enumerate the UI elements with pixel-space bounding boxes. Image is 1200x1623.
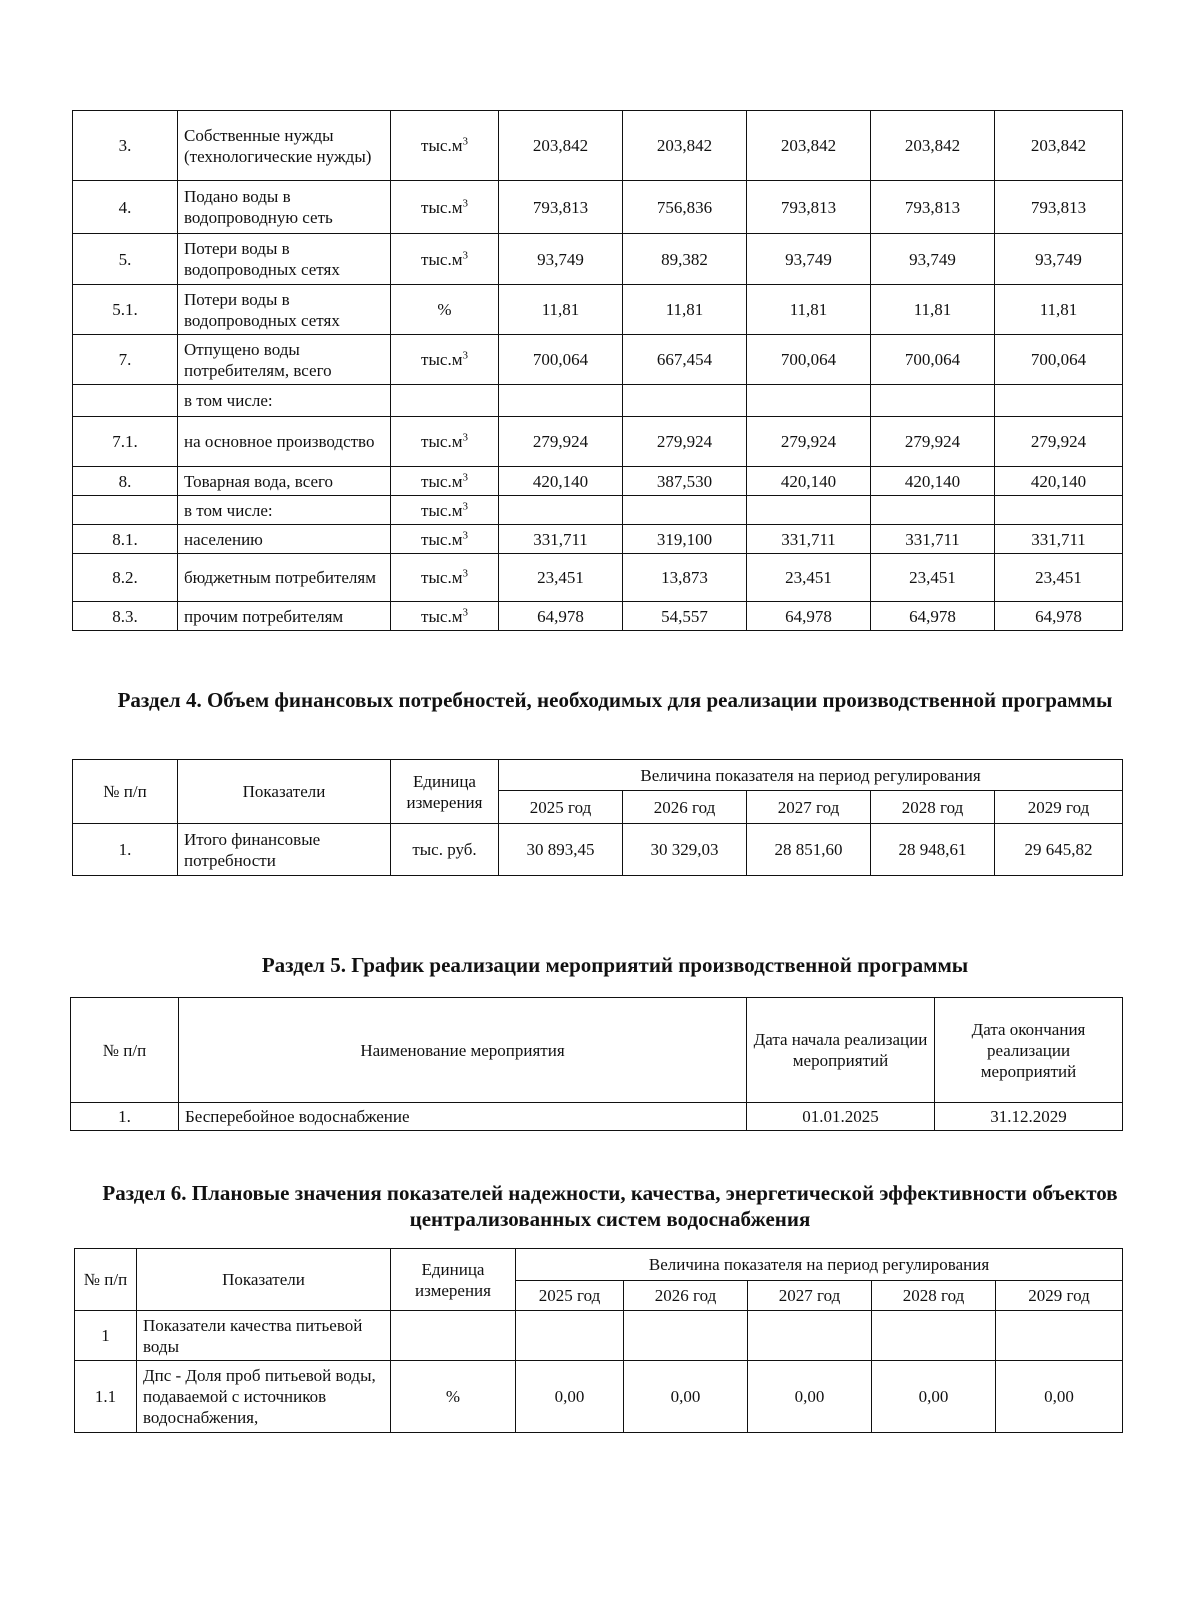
row-num: 7.1. (73, 417, 178, 467)
row-name: Товарная вода, всего (178, 467, 391, 496)
row-unit (391, 496, 499, 525)
value-2028: 420,140 (871, 467, 995, 496)
value-2026: 387,530 (623, 467, 747, 496)
row-name: Собственные нужды (технологические нужды) (178, 111, 391, 181)
section-5-title: Раздел 5. График реализации мероприятий производственной программы (261, 953, 969, 977)
value-2028: 203,842 (871, 111, 995, 181)
row-name: на основное производство (178, 417, 391, 467)
year-2026: 2026 год (623, 791, 747, 824)
value-2029: 23,451 (995, 554, 1123, 602)
value-2028: 700,064 (871, 335, 995, 385)
value-2026: 756,836 (623, 181, 747, 234)
unit-superscript: 3 (462, 499, 468, 512)
row-num: 1 (75, 1311, 137, 1361)
header-period: Величина показателя на период регулирования (499, 760, 1123, 791)
unit-text: тыс.м (421, 136, 463, 155)
value-2029: 11,81 (995, 285, 1123, 335)
value-2028: 93,749 (871, 234, 995, 285)
row-num (73, 496, 178, 525)
header-num: № п/п (75, 1249, 137, 1311)
row-unit (391, 467, 499, 496)
value-2028: 0,00 (872, 1361, 996, 1433)
table-row (73, 554, 1123, 602)
value-2029 (996, 1311, 1123, 1361)
row-num: 5. (73, 234, 178, 285)
row-num: 1.1 (75, 1361, 137, 1433)
row-unit (391, 181, 499, 234)
table-row (73, 234, 1123, 285)
value-2027: 700,064 (747, 335, 871, 385)
value-2026: 13,873 (623, 554, 747, 602)
value-2029: 29 645,82 (995, 824, 1123, 876)
value-2029: 0,00 (996, 1361, 1123, 1433)
row-num: 8. (73, 467, 178, 496)
value-2026 (623, 385, 747, 417)
row-unit (391, 111, 499, 181)
row-unit: % (391, 1361, 516, 1433)
row-name: прочим потребителям (178, 602, 391, 631)
value-2025: 0,00 (516, 1361, 624, 1433)
value-2025: 203,842 (499, 111, 623, 181)
row-unit (391, 285, 499, 335)
value-2026: 11,81 (623, 285, 747, 335)
value-2027: 420,140 (747, 467, 871, 496)
value-2025 (516, 1311, 624, 1361)
value-2027: 331,711 (747, 525, 871, 554)
unit-text: тыс.м (421, 568, 463, 587)
value-2025: 93,749 (499, 234, 623, 285)
unit-superscript: 3 (462, 528, 468, 541)
unit-text: тыс.м (421, 249, 463, 269)
value-2025: 11,81 (499, 285, 623, 335)
unit-text: % (437, 300, 452, 319)
value-2028: 279,924 (871, 417, 995, 467)
table-row (73, 496, 1123, 525)
unit-text: тыс.м (421, 471, 463, 491)
value-2026: 54,557 (623, 602, 747, 631)
year-2027: 2027 год (748, 1281, 872, 1311)
value-2029: 93,749 (995, 234, 1123, 285)
value-2029 (995, 385, 1123, 417)
row-unit (391, 417, 499, 467)
year-2029: 2029 год (996, 1281, 1123, 1311)
section-4-title: Раздел 4. Объем финансовых потребностей, необходимых для реализации производственной программы (117, 688, 1113, 712)
row-num: 5.1. (73, 285, 178, 335)
value-2028: 331,711 (871, 525, 995, 554)
row-name: бюджетным потребителям (178, 554, 391, 602)
value-2027: 93,749 (747, 234, 871, 285)
section-6-title: Раздел 6. Плановые значения показателей надежности, качества, энергетической эффективности объектов централизованных систем водоснабжения (102, 1181, 1118, 1231)
value-2025: 700,064 (499, 335, 623, 385)
value-2025: 279,924 (499, 417, 623, 467)
value-2028: 64,978 (871, 602, 995, 631)
production-indicators-body (73, 111, 1123, 631)
value-2029: 700,064 (995, 335, 1123, 385)
table-row (73, 417, 1123, 467)
unit-superscript: 3 (462, 431, 468, 444)
value-2027: 28 851,60 (747, 824, 871, 876)
header-num: № п/п (71, 998, 179, 1103)
schedule-table (70, 997, 1123, 1131)
value-2025: 331,711 (499, 525, 623, 554)
table-row (73, 285, 1123, 335)
value-2026: 0,00 (624, 1361, 748, 1433)
row-name: в том числе: (178, 385, 391, 417)
value-2029 (995, 496, 1123, 525)
unit-text: тыс.м (421, 197, 463, 217)
value-2025: 64,978 (499, 602, 623, 631)
row-name: Показатели качества питьевой воды (137, 1311, 391, 1361)
row-num: 7. (73, 335, 178, 385)
value-2028: 11,81 (871, 285, 995, 335)
unit-superscript: 3 (462, 196, 468, 209)
year-2025: 2025 год (499, 791, 623, 824)
row-unit (391, 554, 499, 602)
value-2028: 23,451 (871, 554, 995, 602)
header-period: Величина показателя на период регулирования (516, 1249, 1123, 1281)
value-2025: 23,451 (499, 554, 623, 602)
value-2026: 203,842 (623, 111, 747, 181)
row-num: 1. (71, 1103, 179, 1131)
value-2026: 30 329,03 (623, 824, 747, 876)
year-2026: 2026 год (624, 1281, 748, 1311)
unit-text: тыс.м (421, 606, 463, 626)
row-name: в том числе: (178, 496, 391, 525)
value-2026: 667,454 (623, 335, 747, 385)
row-num: 8.2. (73, 554, 178, 602)
value-2025: 793,813 (499, 181, 623, 234)
row-name: Итого финансовые потребности (178, 824, 391, 876)
value-2025: 30 893,45 (499, 824, 623, 876)
row-name: населению (178, 525, 391, 554)
unit-text: тыс.м (421, 500, 463, 520)
row-name: Подано воды в водопроводную сеть (178, 181, 391, 234)
header-start-date: Дата начала реализации мероприятий (747, 998, 935, 1103)
table-row (73, 335, 1123, 385)
production-indicators-table (72, 110, 1123, 631)
table-row (73, 111, 1123, 181)
table-row (73, 602, 1123, 631)
row-num: 8.1. (73, 525, 178, 554)
row-unit (391, 525, 499, 554)
row-unit (391, 234, 499, 285)
row-unit: тыс. руб. (391, 824, 499, 876)
table-row (73, 181, 1123, 234)
unit-superscript: 3 (462, 349, 468, 362)
row-num: 4. (73, 181, 178, 234)
value-2029: 793,813 (995, 181, 1123, 234)
value-2028: 28 948,61 (871, 824, 995, 876)
year-2028: 2028 год (871, 791, 995, 824)
row-num: 8.3. (73, 602, 178, 631)
row-name: Потери воды в водопроводных сетях (178, 234, 391, 285)
value-2025 (499, 496, 623, 525)
value-2027: 23,451 (747, 554, 871, 602)
year-2029: 2029 год (995, 791, 1123, 824)
end-date: 31.12.2029 (935, 1103, 1123, 1131)
value-2027 (747, 496, 871, 525)
value-2027: 793,813 (747, 181, 871, 234)
unit-superscript: 3 (462, 135, 468, 148)
reliability-indicators-table (74, 1248, 1123, 1433)
row-unit (391, 385, 499, 417)
value-2027: 0,00 (748, 1361, 872, 1433)
value-2029: 279,924 (995, 417, 1123, 467)
start-date: 01.01.2025 (747, 1103, 935, 1131)
header-unit: Единица измерения (391, 760, 499, 824)
row-name: Отпущено воды потребителям, всего (178, 335, 391, 385)
header-num: № п/п (73, 760, 178, 824)
row-unit (391, 1311, 516, 1361)
value-2025: 420,140 (499, 467, 623, 496)
unit-text: тыс.м (421, 529, 463, 549)
value-2028: 793,813 (871, 181, 995, 234)
row-name: Бесперебойное водоснабжение (179, 1103, 747, 1131)
value-2027: 64,978 (747, 602, 871, 631)
table-row (73, 385, 1123, 417)
year-2028: 2028 год (872, 1281, 996, 1311)
header-name: Показатели (178, 760, 391, 824)
header-end-date: Дата окончания реализации мероприятий (935, 998, 1123, 1103)
financial-needs-table (72, 759, 1123, 876)
value-2027: 11,81 (747, 285, 871, 335)
value-2025 (499, 385, 623, 417)
value-2026: 89,382 (623, 234, 747, 285)
unit-text: тыс.м (421, 350, 463, 369)
table-row (73, 467, 1123, 496)
row-unit (391, 335, 499, 385)
header-name: Наименование мероприятия (179, 998, 747, 1103)
row-name: Дпс - Доля проб питьевой воды, подаваемой с источников водоснабжения, (137, 1361, 391, 1433)
unit-text: тыс.м (421, 432, 463, 451)
row-unit (391, 602, 499, 631)
year-2027: 2027 год (747, 791, 871, 824)
unit-superscript: 3 (462, 248, 468, 261)
unit-superscript: 3 (462, 605, 468, 618)
value-2029: 203,842 (995, 111, 1123, 181)
value-2027: 203,842 (747, 111, 871, 181)
unit-superscript: 3 (462, 470, 468, 483)
value-2027 (747, 385, 871, 417)
table-row (73, 525, 1123, 554)
value-2027: 279,924 (747, 417, 871, 467)
value-2026: 319,100 (623, 525, 747, 554)
unit-superscript: 3 (462, 567, 468, 580)
row-num: 3. (73, 111, 178, 181)
header-name: Показатели (137, 1249, 391, 1311)
year-2025: 2025 год (516, 1281, 624, 1311)
value-2026: 279,924 (623, 417, 747, 467)
value-2029: 331,711 (995, 525, 1123, 554)
value-2026 (623, 496, 747, 525)
value-2028 (871, 496, 995, 525)
value-2026 (624, 1311, 748, 1361)
row-num: 1. (73, 824, 178, 876)
value-2029: 64,978 (995, 602, 1123, 631)
value-2028 (871, 385, 995, 417)
header-unit: Единица измерения (391, 1249, 516, 1311)
value-2028 (872, 1311, 996, 1361)
value-2027 (748, 1311, 872, 1361)
row-num (73, 385, 178, 417)
value-2029: 420,140 (995, 467, 1123, 496)
row-name: Потери воды в водопроводных сетях (178, 285, 391, 335)
